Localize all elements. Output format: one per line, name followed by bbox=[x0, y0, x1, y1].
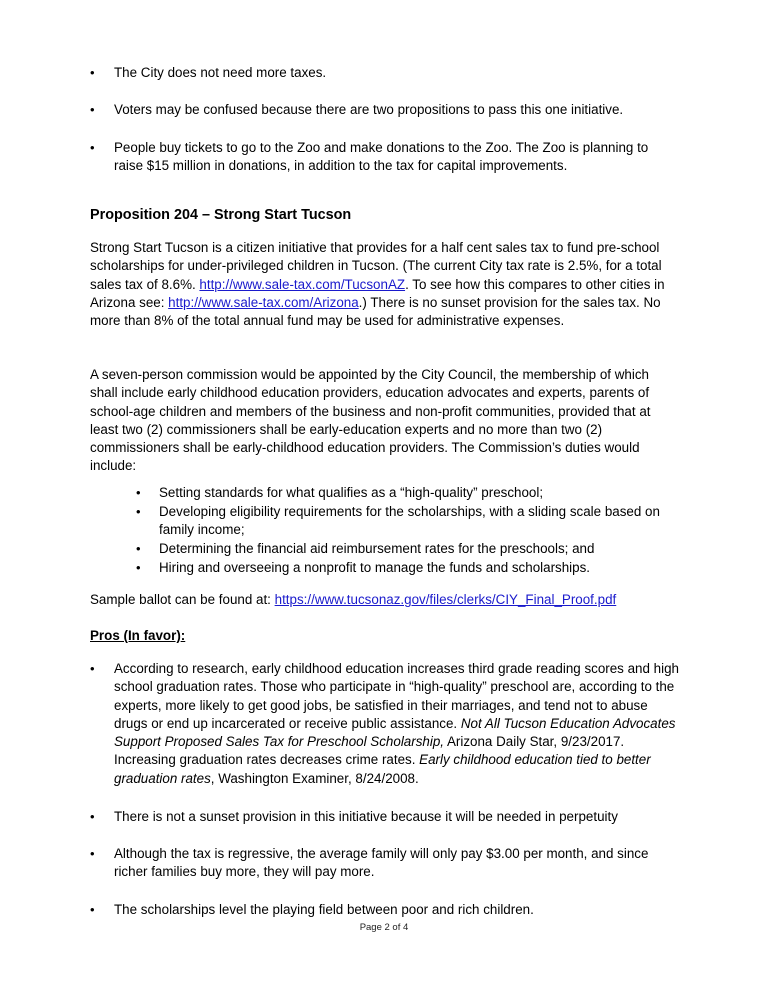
tucson-tax-link[interactable]: http://www.sale-tax.com/TucsonAZ bbox=[199, 276, 406, 292]
sample-ballot-link[interactable]: https://www.tucsonaz.gov/files/clerks/CIY_Final_Proof.pdf bbox=[274, 592, 617, 607]
duty-text: Developing eligibility requirements for the scholarships, with a sliding scale based on family income; bbox=[159, 504, 660, 538]
pros-text: There is not a sunset provision in this initiative because it will be needed in perpetuity bbox=[114, 809, 618, 824]
bullet-icon: • bbox=[90, 102, 95, 117]
pros-heading-text: Pros (In favor) bbox=[90, 628, 181, 643]
pros-heading-colon: : bbox=[180, 628, 186, 643]
bullet-icon: • bbox=[90, 140, 95, 155]
sample-ballot-label: Sample ballot can be found at: bbox=[90, 592, 275, 607]
bullet-icon: • bbox=[90, 809, 95, 824]
section-heading: Proposition 204 – Strong Start Tucson bbox=[90, 207, 352, 223]
pros-text-part: , Washington Examiner, 8/24/2008. bbox=[210, 770, 419, 786]
pros-text-part: According to research, early childhood education increases third grade reading scores and high school graduation rates. Those who participate in “high-quality” preschool are, according to the experts, more likely to get good jobs, be satisfied in their marriages, and tend not to abuse drugs or end up incarcerated or receive public assistance. bbox=[114, 661, 679, 731]
duty-text: Hiring and overseeing a nonprofit to manage the funds and scholarships. bbox=[159, 560, 591, 575]
intro-text: . To see how this compares to other cities in Arizona see: bbox=[90, 276, 665, 310]
bullet-text: The City does not need more taxes. bbox=[114, 65, 327, 80]
pros-heading bbox=[90, 627, 185, 645]
arizona-tax-link[interactable]: http://www.sale-tax.com/Arizona bbox=[168, 294, 359, 310]
pros-text: Although the tax is regressive, the average family will only pay $3.00 per month, and since richer families buy more, they will pay more. bbox=[114, 846, 649, 880]
pros-text bbox=[114, 660, 680, 788]
duty-text: Setting standards for what qualifies as a “high-quality” preschool; bbox=[159, 485, 544, 500]
sample-ballot-line bbox=[90, 591, 680, 609]
bullet-text: People buy tickets to go to the Zoo and make donations to the Zoo. The Zoo is planning to raise $15 million in donations, in addition to the tax for capital improvements. bbox=[114, 140, 649, 174]
bullet-icon: • bbox=[136, 485, 141, 500]
bullet-icon: • bbox=[90, 846, 95, 861]
bullet-icon: • bbox=[90, 65, 95, 80]
intro-paragraph bbox=[90, 239, 680, 330]
bullet-icon: • bbox=[90, 661, 95, 676]
duty-text: Determining the financial aid reimbursement rates for the preschools; and bbox=[159, 541, 595, 556]
citation-title: Early childhood education tied to better graduation rates bbox=[114, 752, 651, 786]
bullet-icon: • bbox=[136, 560, 141, 575]
bullet-icon: • bbox=[136, 504, 141, 519]
bullet-text: Voters may be confused because there are two propositions to pass this one initiative. bbox=[114, 102, 624, 117]
citation-title: Not All Tucson Education Advocates Support Proposed Sales Tax for Preschool Scholarship, bbox=[114, 715, 676, 750]
pros-text-part: Arizona Daily Star, 9/23/2017. Increasing graduation rates decreases crime rates. bbox=[114, 734, 625, 768]
intro-text: .) There is no sunset provision for the sales tax. No more than 8% of the total annual fund may be used for administrative expenses. bbox=[90, 294, 661, 329]
bullet-icon: • bbox=[90, 902, 95, 917]
commission-paragraph: A seven-person commission would be appointed by the City Council, the membership of which shall include early childhood education providers, education advocates and experts, parents of school-age children and members of the business and non-profit communities, provided that at least two (2) commissioners shall be early-education experts and no more than two (2) commissioners shall be early-childhood education providers. The Commission’s duties would include: bbox=[90, 367, 651, 474]
page-number: Page 2 of 4 bbox=[359, 922, 409, 933]
intro-text: Strong Start Tucson is a citizen initiative that provides for a half cent sales tax to fund pre-school scholarships for under-privileged children in Tucson. (The current City tax rate is 2.5%, for a total sales tax of 8.6%. bbox=[90, 240, 662, 292]
bullet-icon: • bbox=[136, 541, 141, 556]
pros-text: The scholarships level the playing field between poor and rich children. bbox=[114, 902, 534, 917]
